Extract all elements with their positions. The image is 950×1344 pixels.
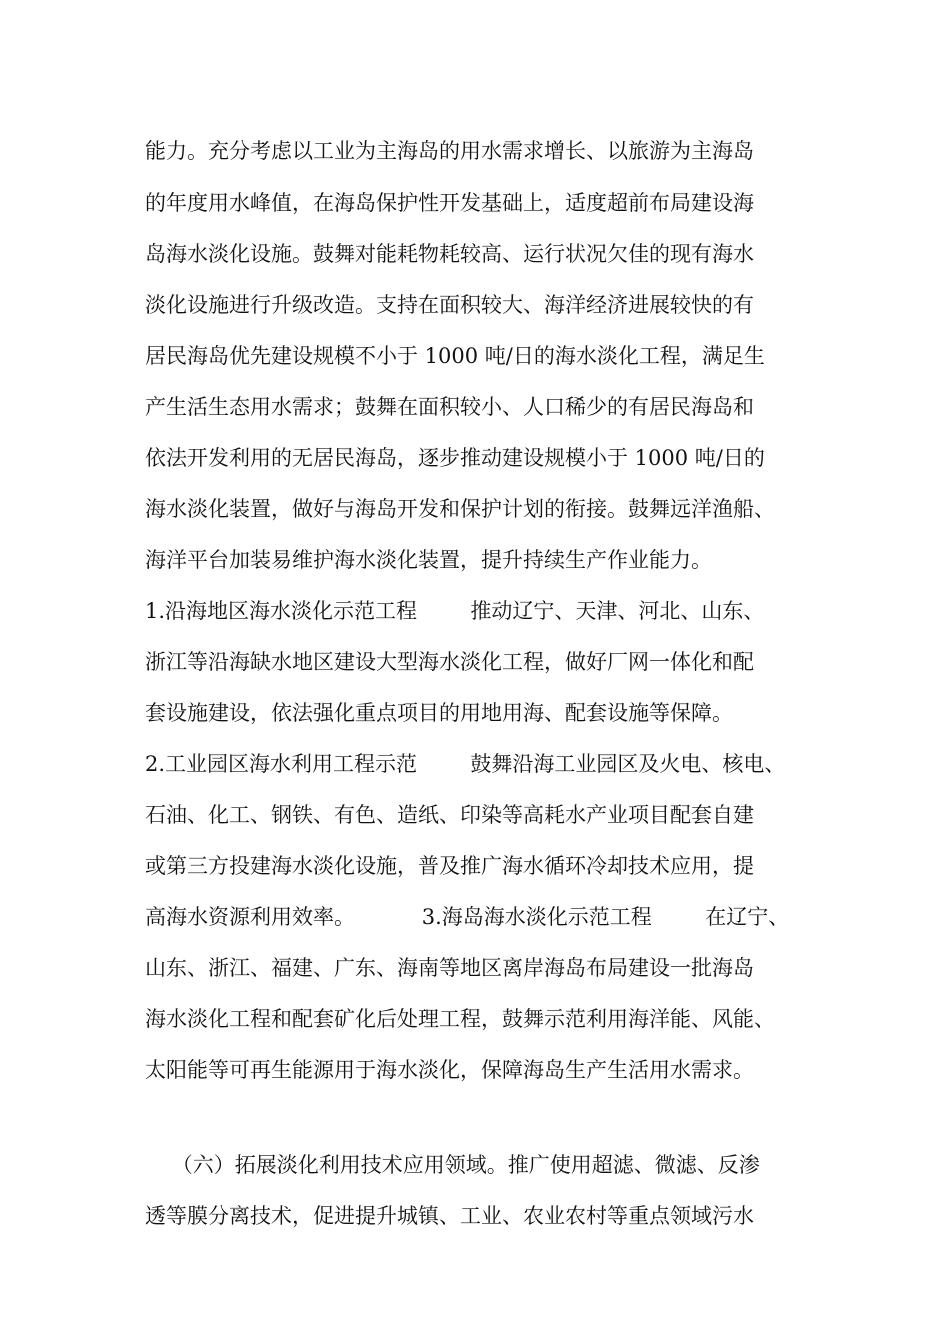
text-line: 依法开发利用的无居民海岛，逐步推动建设规模小于 1000 吨/日的	[145, 446, 765, 470]
text-line: 海水淡化装置，做好与海岛开发和保护计划的衔接。鼓舞远洋渔船、	[145, 497, 775, 521]
text-line: 石油、化工、钢铁、有色、造纸、印染等高耗水产业项目配套自建	[145, 803, 754, 827]
text-line: 产生活生态用水需求；鼓舞在面积较小、人口稀少的有居民海岛和	[145, 395, 754, 419]
text-line: 淡化设施进行升级改造。支持在面积较大、海洋经济进展较快的有	[145, 293, 754, 317]
text-line: 2.工业园区海水利用工程示范 鼓舞沿海工业园区及火电、核电、	[145, 752, 786, 776]
text-line: 山东、浙江、福建、广东、海南等地区离岸海岛布局建设一批海岛	[145, 956, 754, 980]
text-line: 能力。充分考虑以工业为主海岛的用水需求增长、以旅游为主海岛	[145, 139, 754, 163]
text-line: 高海水资源利用效率。 3.海岛海水淡化示范工程 在辽宁、	[145, 905, 790, 929]
text-line: 套设施建设，依法强化重点项目的用地用海、配套设施等保障。	[145, 701, 733, 725]
text-line: 太阳能等可再生能源用于海水淡化，保障海岛生产生活用水需求。	[145, 1058, 754, 1082]
text-line: 居民海岛优先建设规模不小于 1000 吨/日的海水淡化工程，满足生	[145, 344, 765, 368]
text-line: 岛海水淡化设施。鼓舞对能耗物耗较高、运行状况欠佳的现有海水	[145, 242, 754, 266]
text-line: 的年度用水峰值，在海岛保护性开发基础上，适度超前布局建设海	[145, 191, 754, 215]
text-line: 海洋平台加装易维护海水淡化装置，提升持续生产作业能力。	[145, 548, 712, 572]
text-line: （六）拓展淡化利用技术应用领域。推广使用超滤、微滤、反渗	[145, 1153, 760, 1177]
text-line: 或第三方投建海水淡化设施，普及推广海水循环冷却技术应用，提	[145, 854, 754, 878]
text-line: 透等膜分离技术，促进提升城镇、工业、农业农村等重点领域污水	[145, 1204, 754, 1228]
text-line: 1.沿海地区海水淡化示范工程 推动辽宁、天津、河北、山东、	[145, 599, 765, 623]
text-line: 浙江等沿海缺水地区建设大型海水淡化工程，做好厂网一体化和配	[145, 650, 754, 674]
text-line: 海水淡化工程和配套矿化后处理工程，鼓舞示范利用海洋能、风能、	[145, 1007, 775, 1031]
